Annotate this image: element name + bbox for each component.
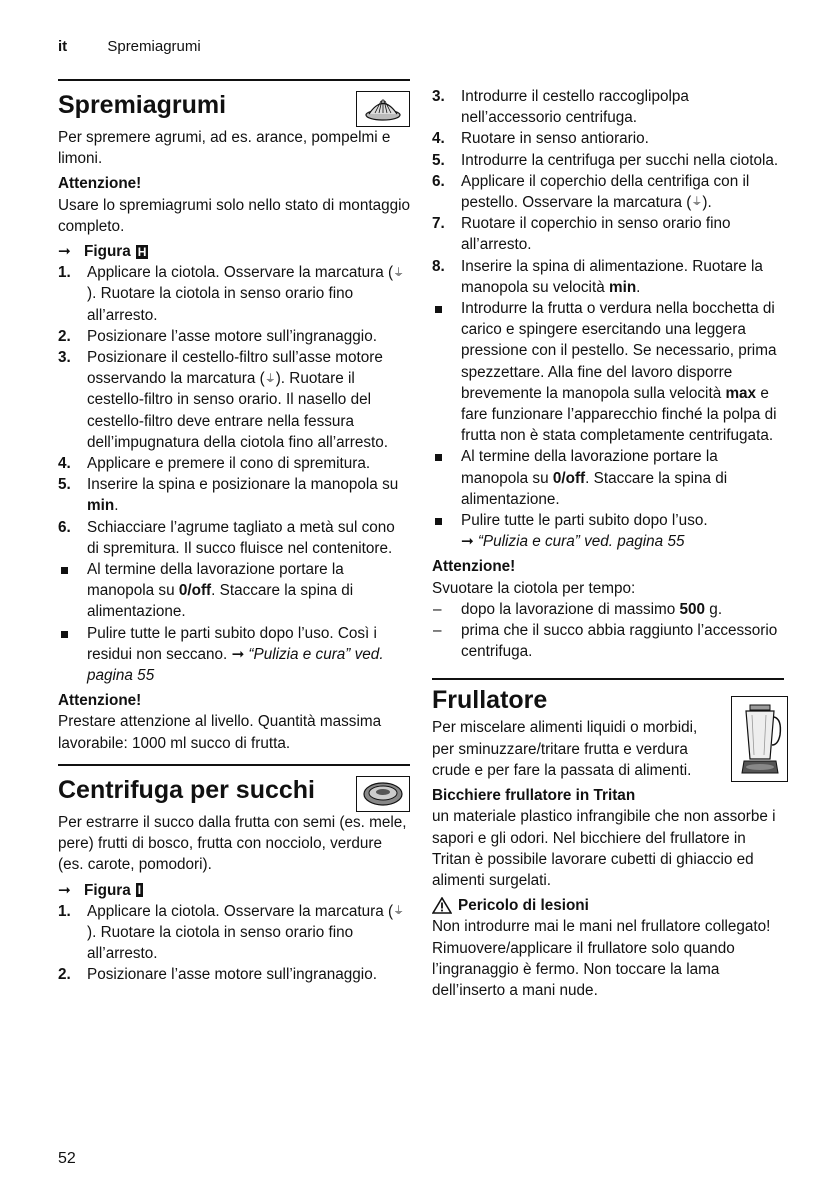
section-header [58, 87, 410, 127]
step-item: 2. Posizionare l’asse motore sull’ingranaggio. [58, 966, 377, 984]
step-item: 1. Applicare la ciotola. Osservare la marcatura (⏚). Ruotare la ciotola in senso orario fino all’arresto. [58, 902, 405, 963]
running-title: Spremiagrumi [107, 38, 201, 55]
bullet-item: Al termine della lavorazione portare la manopola su 0/off. Staccare la spina di alimentazione. [58, 559, 410, 623]
danger-text: Non introdurre mai le mani nel frullatore collegato! Rimuovere/applicare il frullatore solo quando l’ingranaggio è fermo. Non toccare la lama dell’inserto a mani nude. [432, 918, 771, 999]
step-item: 5. Introdurre la centrifuga per succhi nella ciotola. [432, 151, 779, 169]
section-rule [432, 678, 784, 680]
step-item: 4. Applicare e premere il cono di spremitura. [58, 455, 371, 473]
arrow-icon: ➞ [461, 533, 474, 551]
step-item: 8. Inserire la spina di alimentazione. Ruotare la manopola su velocità min. [432, 257, 763, 296]
section-rule [58, 764, 410, 766]
page-number: 52 [58, 1150, 76, 1167]
frullatore-section [432, 686, 784, 781]
centrifuga-steps-right [432, 86, 784, 298]
step-item: 7. Ruotare il coperchio in senso orario fino all’arresto. [432, 215, 731, 254]
marking-icon: ⏚ [393, 905, 405, 918]
section-title-spremiagrumi: Spremiagrumi [58, 91, 227, 119]
danger-label: Pericolo di lesioni [458, 897, 589, 915]
figure-reference [58, 241, 410, 262]
marking-icon: ⏚ [393, 266, 405, 279]
dash-item: – prima che il succo abbia raggiunto l’accessorio centrifuga. [433, 622, 778, 661]
centrifuga-dashes [432, 599, 784, 663]
attention-text: Usare lo spremiagrumi solo nello stato di montaggio completo. [58, 196, 411, 235]
left-column [58, 79, 410, 986]
tritan-label: Bicchiere frullatore in Tritan [432, 787, 636, 805]
arrow-icon: ➞ [58, 881, 71, 899]
arrow-icon: ➞ [58, 243, 71, 261]
marking-icon: ⏚ [264, 372, 276, 385]
section-header [58, 772, 410, 812]
language-code: it [58, 38, 68, 55]
step-item: 1. Applicare la ciotola. Osservare la marcatura (⏚). Ruotare la ciotola in senso orario fino all’arresto. [58, 264, 405, 324]
step-item: 5. Inserire la spina e posizionare la manopola su min. [58, 476, 399, 515]
attention-label: Attenzione! [58, 692, 142, 710]
step-item: 2. Posizionare l’asse motore sull’ingranaggio. [58, 327, 377, 345]
attention-text: Svuotare la ciotola per tempo: [432, 579, 636, 597]
spremiagrumi-bullets [58, 559, 410, 686]
arrow-icon: ➞ [231, 645, 245, 663]
centrifuga-bullets [432, 298, 784, 552]
warning-triangle-icon [432, 897, 452, 914]
section-title-frullatore: Frullatore [432, 686, 548, 715]
citrus-press-icon [356, 91, 410, 127]
right-column [432, 86, 784, 1001]
bullet-item: Introdurre la frutta o verdura nella bocchetta di carico e spingere esercitando una leggera pressione con il pestello. Se necessario, prima spezzettare. Alla fine del lavoro disporre brevemente la manopola sulla velocità max e fare funzionare l’apparecchio finché la polpa di frutta non è stata completamente centrifugata. [432, 298, 784, 446]
dash-item: – dopo la lavorazione di massimo 500 g. [433, 600, 723, 618]
spremiagrumi-intro: Per spremere agrumi, ad es. arance, pompelmi e limoni. [58, 129, 391, 168]
attention-label: Attenzione! [432, 558, 516, 576]
figure-label: Figura [84, 243, 131, 261]
step-item: 6. Applicare il coperchio della centrifiga con il pestello. Osservare la marcatura (⏚). [432, 172, 750, 212]
blender-icon [731, 696, 788, 782]
bullet-item: Pulire tutte le parti subito dopo l’uso. ➞ “Pulizia e cura” ved. pagina 55 [432, 510, 784, 552]
tritan-text: un materiale plastico infrangibile che non assorbe i sapori e gli odori. Nel bicchiere del frullatore in Tritan è possibile lavorare cubetti di ghiaccio ed alimenti surgelati. [432, 808, 776, 889]
cross-reference: “Pulizia e cura” ved. pagina 55 [477, 533, 685, 551]
figure-id-badge: I [137, 883, 142, 898]
section-rule [58, 79, 410, 81]
marking-icon: ⏚ [691, 196, 703, 209]
frullatore-intro: Per miscelare alimenti liquidi o morbidi, per sminuzzare/tritare frutta e verdura crude e per fare la passata di alimenti. [432, 719, 698, 779]
figure-id-badge: H [137, 244, 147, 259]
attention-text: Prestare attenzione al livello. Quantità massima lavorabile: 1000 ml succo di frutta. [58, 713, 382, 752]
bullet-item: Pulire tutte le parti subito dopo l’uso. Così i residui non seccano. ➞ “Pulizia e cura” ved. pagina 55 [58, 623, 410, 687]
juicer-icon [356, 776, 410, 812]
page-header [58, 38, 201, 55]
bullet-item: Al termine della lavorazione portare la manopola su 0/off. Staccare la spina di alimentazione. [432, 446, 784, 510]
step-item: 3. Introdurre il cestello raccoglipolpa nell’accessorio centrifuga. [432, 88, 689, 127]
figure-label: Figura [84, 881, 131, 899]
cross-reference: “Pulizia e cura” ved. pagina 55 [87, 645, 384, 685]
centrifuga-intro: Per estrarre il succo dalla frutta con semi (es. mele, pere) frutti di bosco, frutta con nocciolo, verdure (es. carote, pomodori). [58, 813, 407, 874]
spremiagrumi-steps [58, 262, 410, 559]
step-item: 4. Ruotare in senso antiorario. [432, 130, 649, 148]
step-item: 3. Posizionare il cestello-filtro sull’asse motore osservando la marcatura (⏚). Ruotare il cestello-filtro in senso orario. Il nasello del cestello-filtro deve entrare nella fessura dell’impugnatura della ciotola fino all’arresto. [58, 349, 389, 451]
attention-label: Attenzione! [58, 175, 142, 193]
figure-reference [58, 880, 410, 901]
danger-heading [432, 895, 784, 916]
section-title-centrifuga: Centrifuga per succhi [58, 775, 315, 804]
centrifuga-steps-left [58, 901, 410, 986]
step-item: 6. Schiacciare l’agrume tagliato a metà sul cono di spremitura. Il succo fluisce nel contenitore. [58, 518, 395, 557]
